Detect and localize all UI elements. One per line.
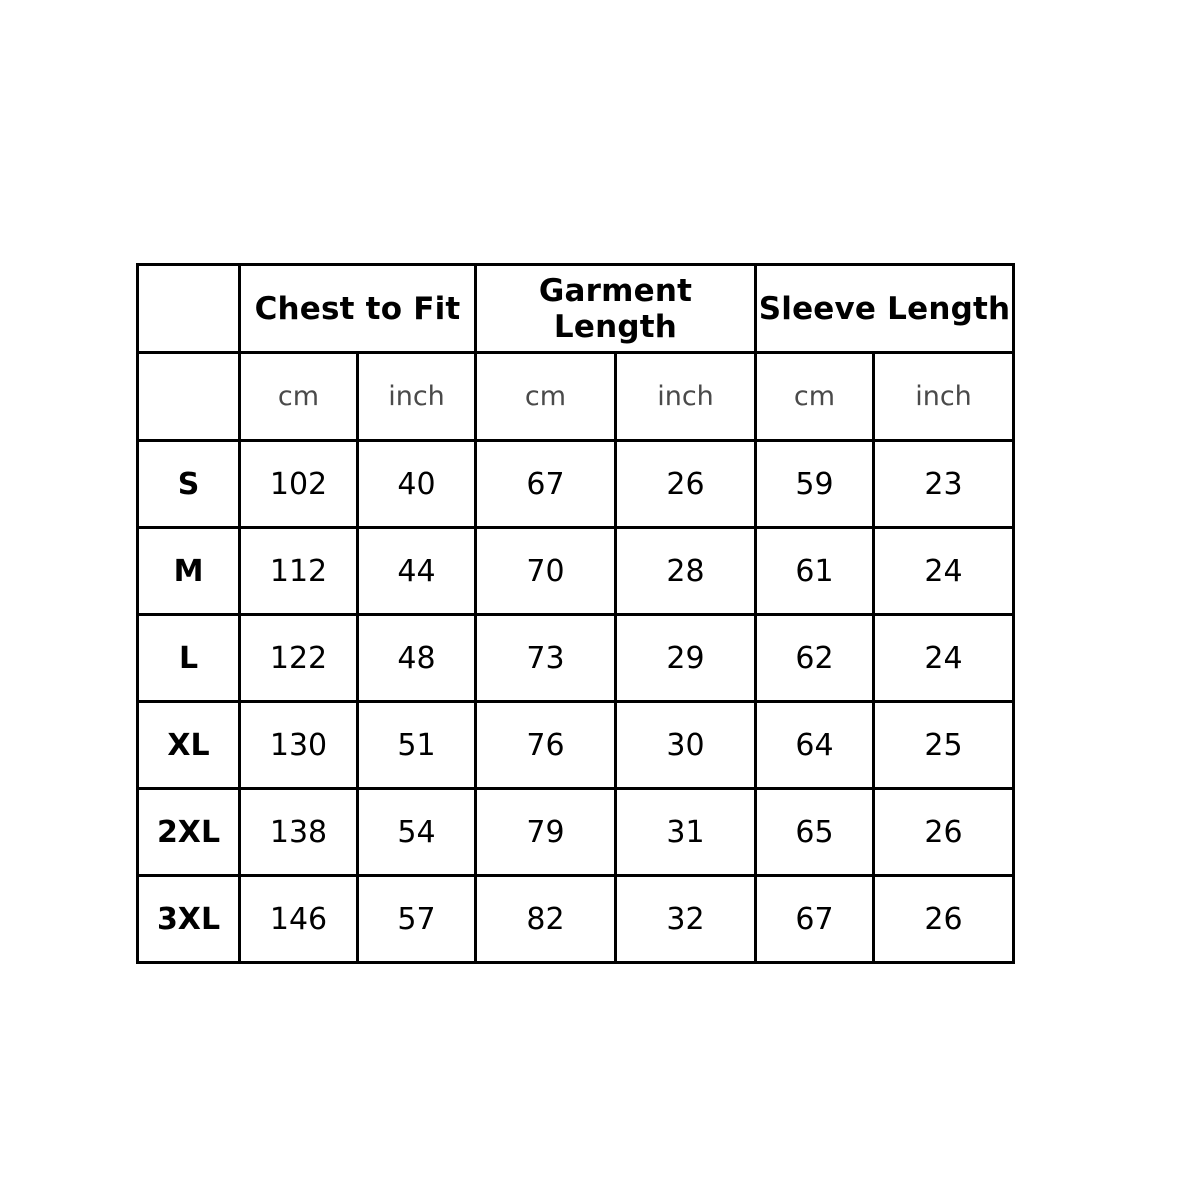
cell-chest-inch: 51 xyxy=(358,702,476,789)
size-chart-table xyxy=(136,263,1015,964)
cell-length-inch: 31 xyxy=(616,789,756,876)
cell-sleeve-cm: 62 xyxy=(756,615,874,702)
cell-length-inch: 26 xyxy=(616,441,756,528)
size-chart-container xyxy=(136,263,1015,964)
size-label: XL xyxy=(138,702,240,789)
cell-sleeve-inch: 25 xyxy=(874,702,1014,789)
measurement-header-row xyxy=(138,265,1014,353)
cell-chest-cm: 112 xyxy=(240,528,358,615)
unit-chest-inch: inch xyxy=(358,353,476,441)
unit-chest-cm: cm xyxy=(240,353,358,441)
cell-chest-cm: 130 xyxy=(240,702,358,789)
cell-chest-inch: 40 xyxy=(358,441,476,528)
size-label: S xyxy=(138,441,240,528)
header-chest-to-fit: Chest to Fit xyxy=(240,265,476,353)
cell-sleeve-cm: 59 xyxy=(756,441,874,528)
cell-sleeve-inch: 23 xyxy=(874,441,1014,528)
cell-length-inch: 28 xyxy=(616,528,756,615)
cell-sleeve-inch: 24 xyxy=(874,528,1014,615)
table-row xyxy=(138,615,1014,702)
cell-chest-inch: 57 xyxy=(358,876,476,963)
cell-length-cm: 79 xyxy=(476,789,616,876)
cell-sleeve-cm: 61 xyxy=(756,528,874,615)
cell-sleeve-cm: 64 xyxy=(756,702,874,789)
cell-sleeve-inch: 24 xyxy=(874,615,1014,702)
cell-length-cm: 67 xyxy=(476,441,616,528)
cell-chest-inch: 44 xyxy=(358,528,476,615)
cell-length-inch: 30 xyxy=(616,702,756,789)
corner-cell-empty-2 xyxy=(138,353,240,441)
cell-sleeve-cm: 65 xyxy=(756,789,874,876)
unit-header-row xyxy=(138,353,1014,441)
size-label: M xyxy=(138,528,240,615)
header-garment-length: Garment Length xyxy=(476,265,756,353)
size-label: L xyxy=(138,615,240,702)
cell-length-cm: 70 xyxy=(476,528,616,615)
table-row xyxy=(138,789,1014,876)
cell-chest-inch: 48 xyxy=(358,615,476,702)
table-row xyxy=(138,441,1014,528)
cell-length-cm: 82 xyxy=(476,876,616,963)
cell-length-cm: 76 xyxy=(476,702,616,789)
size-label: 3XL xyxy=(138,876,240,963)
cell-chest-inch: 54 xyxy=(358,789,476,876)
corner-cell-empty xyxy=(138,265,240,353)
cell-length-cm: 73 xyxy=(476,615,616,702)
cell-sleeve-inch: 26 xyxy=(874,789,1014,876)
cell-chest-cm: 138 xyxy=(240,789,358,876)
unit-length-inch: inch xyxy=(616,353,756,441)
size-label: 2XL xyxy=(138,789,240,876)
cell-chest-cm: 146 xyxy=(240,876,358,963)
cell-chest-cm: 102 xyxy=(240,441,358,528)
table-row xyxy=(138,702,1014,789)
cell-chest-cm: 122 xyxy=(240,615,358,702)
cell-sleeve-inch: 26 xyxy=(874,876,1014,963)
cell-length-inch: 29 xyxy=(616,615,756,702)
table-row xyxy=(138,528,1014,615)
header-sleeve-length: Sleeve Length xyxy=(756,265,1014,353)
cell-length-inch: 32 xyxy=(616,876,756,963)
table-row xyxy=(138,876,1014,963)
cell-sleeve-cm: 67 xyxy=(756,876,874,963)
unit-sleeve-cm: cm xyxy=(756,353,874,441)
unit-length-cm: cm xyxy=(476,353,616,441)
unit-sleeve-inch: inch xyxy=(874,353,1014,441)
